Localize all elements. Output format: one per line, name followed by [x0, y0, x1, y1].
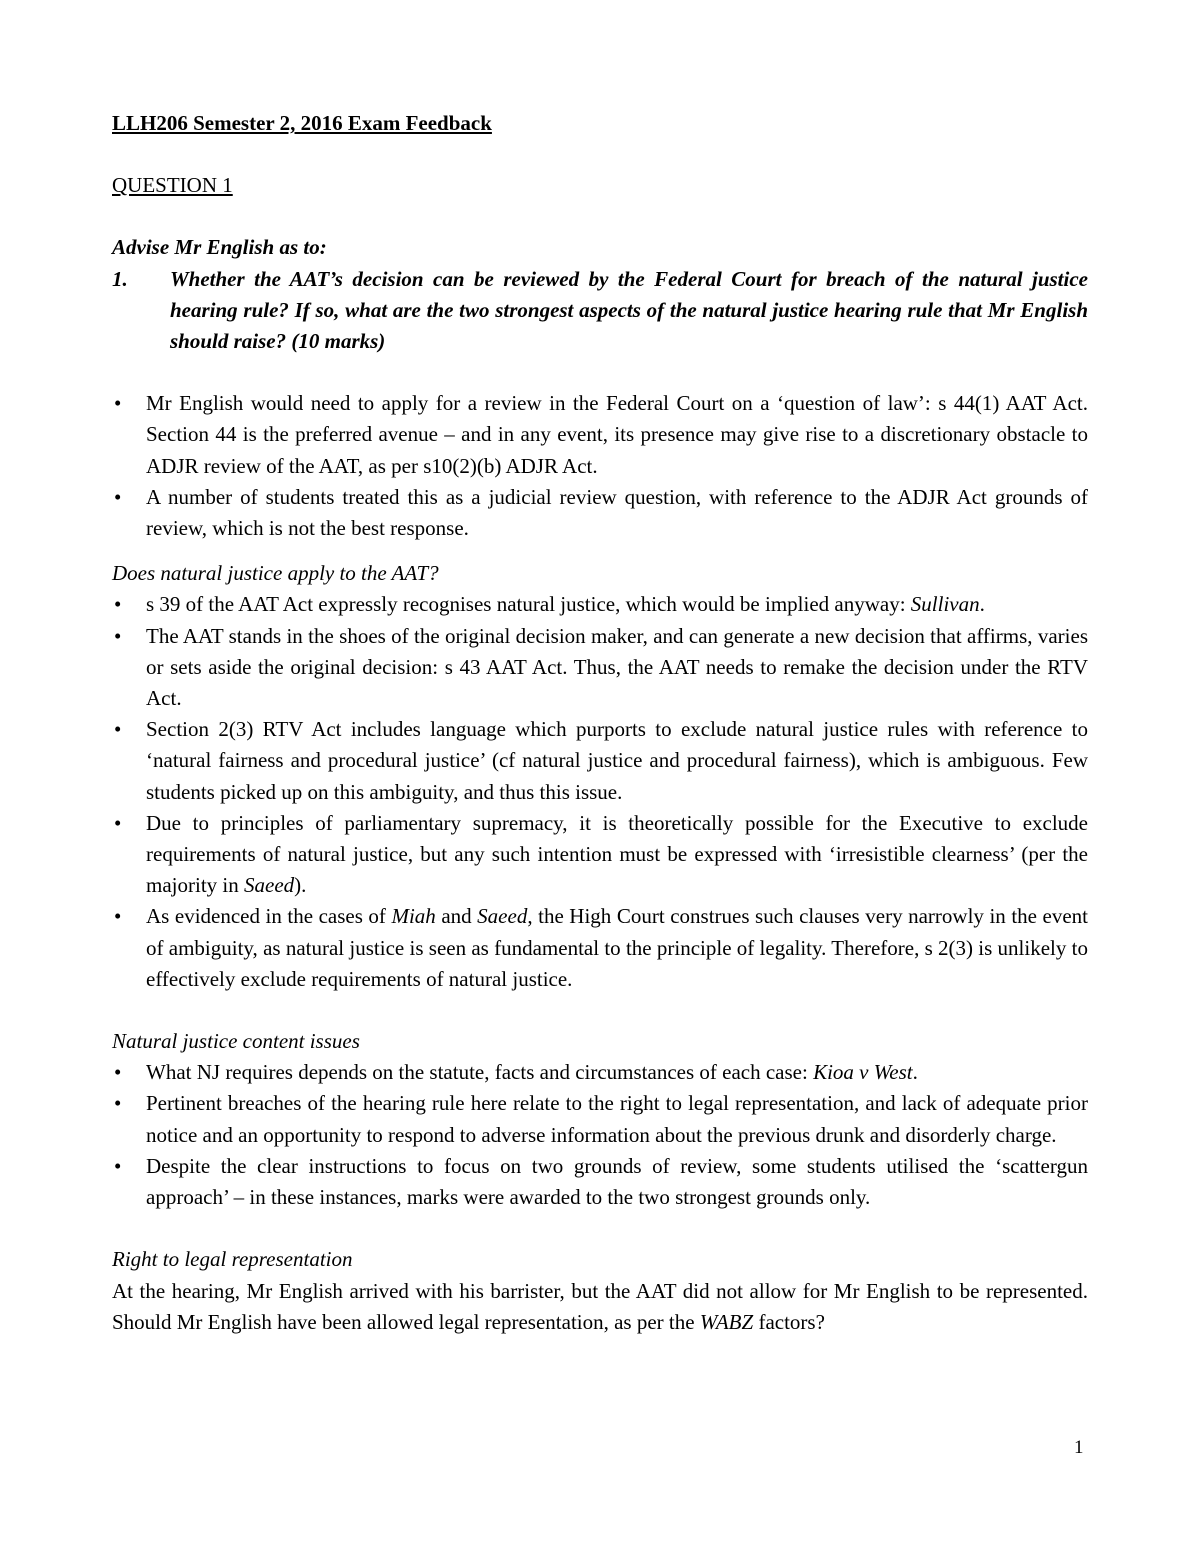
list-item — [112, 901, 1088, 995]
bullet-icon: • — [114, 1153, 122, 1178]
list-item — [112, 1151, 1088, 1213]
bullet-text: Despite the clear instructions to focus on two grounds of review, some students utilised the ‘scattergun approach’ – in these instances, marks were awarded to the two strongest grounds only. — [146, 1153, 1088, 1210]
bullet-icon: • — [114, 623, 122, 648]
section-heading-content-issues: Natural justice content issues — [112, 1029, 360, 1054]
question-heading: QUESTION 1 — [112, 173, 233, 198]
section-heading-legal-representation: Right to legal representation — [112, 1247, 353, 1272]
page-number: 1 — [1074, 1437, 1084, 1458]
case-name: Saeed — [244, 873, 295, 898]
bullet-icon: • — [114, 391, 122, 416]
bullet-icon: • — [114, 1091, 122, 1116]
bullet-text: Mr English would need to apply for a review in the Federal Court on a ‘question of law’: s 44(1) AAT Act. Section 44 is the preferred avenue – and in any event, its presence may give rise to a discretionary obstacle to ADJR review of the AAT, as per s10(2)(b) ADJR Act. — [146, 391, 1088, 478]
bullet-text: The AAT stands in the shoes of the original decision maker, and can generate a new decision that affirms, varies or sets aside the original decision: s 43 AAT Act. Thus, the AAT needs to remake the decision under the RTV Act. — [146, 623, 1088, 711]
bullet-icon: • — [114, 810, 122, 835]
section-heading-nj-applies: Does natural justice apply to the AAT? — [112, 561, 439, 586]
bullet-icon: • — [114, 904, 122, 929]
list-item — [112, 1057, 1088, 1088]
advise-intro: Advise Mr English as to: — [112, 235, 327, 260]
list-item — [112, 388, 1088, 482]
list-item — [112, 1088, 1088, 1150]
list-item — [112, 482, 1088, 544]
bullet-text: Pertinent breaches of the hearing rule here relate to the right to legal representation, and lack of adequate prior notice and an opportunity to respond to adverse information about the previous drunk and disorderly charge. — [146, 1091, 1088, 1147]
item-number: 1. — [112, 266, 128, 291]
bullet-text: Due to principles of parliamentary supremacy, it is theoretically possible for the Executive to exclude requirements of natural justice, but any such intention must be expressed with ‘irresistible clearness’ (per the majority in Saeed). — [146, 810, 1088, 898]
bullet-icon: • — [114, 1060, 122, 1085]
bullet-icon: • — [114, 484, 122, 509]
list-item — [112, 589, 1088, 620]
bullet-text: s 39 of the AAT Act expressly recognises natural justice, which would be implied anyway: Sullivan. — [146, 592, 985, 617]
list-item — [112, 808, 1088, 902]
content-issues-bullet-list — [112, 1057, 1088, 1213]
bullet-icon: • — [114, 717, 122, 742]
bullet-text: A number of students treated this as a judicial review question, with reference to the ADJR Act grounds of review, which is not the best response. — [146, 484, 1088, 541]
document-body — [112, 108, 1088, 1338]
case-name: Saeed — [477, 904, 528, 929]
bullet-text: Section 2(3) RTV Act includes language which purports to exclude natural justice rules with reference to ‘natural fairness and procedural justice’ (cf natural justice and procedural fairness), which is ambiguous. Few students picked up on this ambiguity, and thus this issue. — [146, 717, 1088, 804]
list-item — [112, 714, 1088, 808]
case-name: Sullivan — [910, 592, 980, 617]
bullet-icon: • — [114, 592, 122, 617]
nj-applies-bullet-list — [112, 589, 1088, 995]
case-name: Kioa v West — [813, 1060, 913, 1085]
case-name: WABZ — [699, 1309, 754, 1334]
bullet-text: As evidenced in the cases of Miah and Saeed, the High Court construes such clauses very narrowly in the event of ambiguity, as natural justice is seen as fundamental to the principle of legality. Therefore, s 2(3) is unlikely to effectively exclude requirements of natural justice. — [146, 904, 1088, 991]
list-item — [112, 621, 1088, 715]
bullet-text: What NJ requires depends on the statute, facts and circumstances of each case: Kioa v West. — [146, 1060, 918, 1085]
legal-representation-paragraph: At the hearing, Mr English arrived with his barrister, but the AAT did not allow for Mr English to be represented. Should Mr English have been allowed legal representation, as per the WABZ factors? — [112, 1278, 1088, 1334]
numbered-question-item — [112, 264, 1088, 358]
document-title: LLH206 Semester 2, 2016 Exam Feedback — [112, 111, 492, 135]
case-name: Miah — [391, 904, 436, 929]
item-text: Whether the AAT’s decision can be reviewed by the Federal Court for breach of the natural justice hearing rule? If so, what are the two strongest aspects of the natural justice hearing rule that Mr English should raise? (10 marks) — [170, 266, 1088, 354]
intro-bullet-list — [112, 388, 1088, 544]
